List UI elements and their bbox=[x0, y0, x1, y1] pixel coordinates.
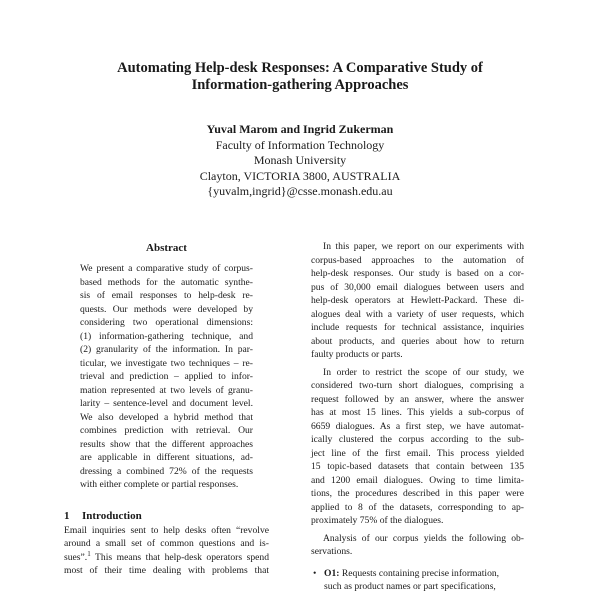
paragraph-2 bbox=[311, 366, 524, 528]
body-line: alogues deal with a variety of user requests, which bbox=[311, 308, 524, 320]
body-line: help-desk responses. Our study is based on a cor- bbox=[311, 268, 524, 279]
body-line: 15 topic-based datasets that contain between 135 bbox=[311, 461, 524, 472]
intro-line bbox=[64, 551, 269, 565]
body-line: corpus-based approaches to the automation of bbox=[311, 254, 524, 266]
body-line: servations. bbox=[311, 546, 353, 557]
title-line-1: Automating Help-desk Responses: A Comparative Study of bbox=[117, 60, 483, 76]
affiliation-faculty: Faculty of Information Technology bbox=[215, 137, 385, 152]
body-line: ically clustered the corpus according to the sub- bbox=[311, 434, 524, 445]
paragraph-1 bbox=[311, 240, 524, 362]
author-emails: {yuvalm,ingrid}@csse.monash.edu.au bbox=[207, 184, 393, 198]
abstract-heading: Abstract bbox=[146, 242, 187, 254]
abstract-line: ticular, we investigate two techniques – re- bbox=[80, 357, 253, 369]
intro-line: Email inquiries sent to help desks often “revolve bbox=[64, 524, 269, 536]
left-column bbox=[64, 240, 269, 578]
section-heading-introduction bbox=[64, 508, 269, 524]
abstract-line: considering two operational dimensions: bbox=[80, 317, 253, 328]
abstract-line: larity – sentence-level and document level. bbox=[80, 398, 253, 409]
introduction-body bbox=[64, 524, 269, 578]
abstract-line: sis of email responses to help-desk re- bbox=[80, 290, 253, 301]
body-line: faulty products or parts. bbox=[311, 349, 403, 360]
section-title: Introduction bbox=[82, 509, 142, 522]
intro-line-start: sues”. bbox=[64, 551, 88, 563]
paper-title bbox=[0, 60, 600, 94]
body-line: help-desk operators at Hewlett-Packard. These di- bbox=[311, 295, 524, 306]
abstract-body bbox=[64, 262, 269, 492]
bullet-icon: • bbox=[313, 567, 317, 579]
body-line: tions, the procedures described in this paper were bbox=[311, 488, 524, 499]
observation-list bbox=[311, 567, 524, 594]
intro-line: most of their time dealing with problems that bbox=[64, 565, 269, 576]
intro-line-end: This means that help-desk operators spend bbox=[90, 551, 269, 563]
abstract-line: mation represented at two levels of granu- bbox=[80, 384, 253, 396]
observation-text-cont: such as product names or part specifications, bbox=[324, 581, 496, 592]
footnote-marker[interactable]: 1 bbox=[87, 549, 91, 558]
abstract-line: (2) granularity of the information. In par- bbox=[80, 344, 253, 355]
body-line: In order to restrict the scope of our study, we bbox=[323, 366, 524, 378]
body-line: has at most 15 lines. This yields a sub-corpus of bbox=[311, 407, 524, 418]
observation-label: O1: bbox=[324, 567, 340, 579]
abstract-line: quests. Our methods were developed by bbox=[80, 303, 253, 315]
abstract-line: based methods for the automatic synthe- bbox=[80, 276, 253, 288]
body-line: Analysis of our corpus yields the following ob- bbox=[323, 532, 524, 544]
body-line: request followed by an answer, where the answer bbox=[311, 393, 524, 405]
body-line: about products, and queries about how to return bbox=[311, 335, 524, 347]
right-column bbox=[311, 240, 524, 594]
body-line: include requests for technical assistance, inquiries bbox=[311, 322, 524, 333]
abstract-line: dressing a combined 72% of the requests bbox=[80, 465, 253, 477]
abstract-line: trieval and prediction – applied to infor- bbox=[80, 371, 253, 382]
observation-text: Requests containing precise information, bbox=[339, 567, 500, 579]
body-line: pus of 30,000 email dialogues between users and bbox=[311, 281, 524, 293]
body-line: applied to 8 of the datasets, corresponding to ap- bbox=[311, 501, 524, 513]
list-item bbox=[311, 567, 524, 581]
abstract-line: We also developed a hybrid method that bbox=[80, 411, 253, 423]
intro-line: around a small set of common questions and is- bbox=[64, 538, 269, 549]
abstract-line: with either complete or partial responses. bbox=[80, 479, 239, 490]
abstract-line: (1) information-gathering technique, and bbox=[80, 330, 253, 342]
body-line: proximately 75% of the dialogues. bbox=[311, 515, 444, 526]
body-line: and 1200 email dialogues. Owing to time limita- bbox=[311, 474, 524, 486]
author-block bbox=[0, 122, 600, 200]
body-line: In this paper, we report on our experiments with bbox=[323, 241, 524, 252]
affiliation-address: Clayton, VICTORIA 3800, AUSTRALIA bbox=[199, 168, 401, 183]
abstract-line: are applicable in different situations, ad- bbox=[80, 452, 253, 463]
body-line: ject line of the first email. This process yielded bbox=[311, 447, 524, 459]
affiliation-university: Monash University bbox=[253, 153, 347, 167]
abstract-line: results show that the different approaches bbox=[80, 438, 253, 450]
section-number: 1 bbox=[64, 509, 70, 522]
body-line: 6659 dialogues. As a first step, we have automat- bbox=[311, 420, 524, 432]
title-line-2: Information-gathering Approaches bbox=[191, 77, 409, 93]
abstract-line: combines prediction with retrieval. Our bbox=[80, 425, 253, 436]
paragraph-3 bbox=[311, 532, 524, 559]
body-line: considered two-turn short dialogues, comprising a bbox=[311, 380, 524, 391]
abstract-line: We present a comparative study of corpus- bbox=[80, 263, 253, 274]
authors: Yuval Marom and Ingrid Zukerman bbox=[206, 122, 394, 136]
